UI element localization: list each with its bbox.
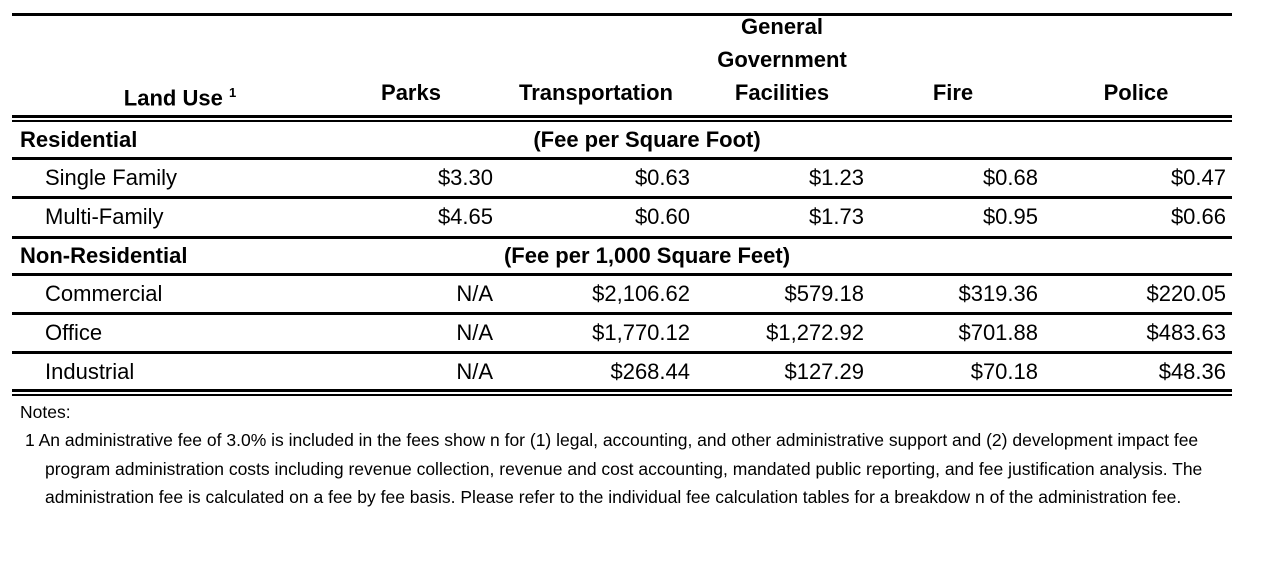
section-row <box>12 121 1232 159</box>
fee-cell: N/A <box>456 359 493 384</box>
fee-cell: $1.73 <box>808 204 864 229</box>
fee-cell: $70.18 <box>970 359 1038 384</box>
footnote-marker: 1 <box>228 85 237 100</box>
table-bottom-rule-2 <box>12 394 1232 396</box>
fee-cell: $701.88 <box>958 320 1038 345</box>
fee-cell: N/A <box>456 320 493 345</box>
section-label: Residential <box>20 127 138 152</box>
fee-cell: $483.63 <box>1146 320 1226 345</box>
fee-cell: $0.68 <box>982 165 1038 190</box>
fee-cell: $0.47 <box>1170 165 1226 190</box>
header-transportation: Transportation <box>518 80 673 105</box>
header-ggf-line-1: General <box>741 14 823 39</box>
header-police: Police <box>1103 80 1169 105</box>
row-label: Office <box>45 320 103 345</box>
fee-cell: $48.36 <box>1158 359 1226 384</box>
header-ggf-line-3: Facilities <box>734 80 830 105</box>
fee-cell: $579.18 <box>784 281 864 306</box>
table-top-rule <box>12 13 1232 16</box>
section-unit: (Fee per 1,000 Square Feet) <box>503 242 791 268</box>
fee-cell: $2,106.62 <box>592 281 690 306</box>
table-row <box>12 275 1232 313</box>
fee-cell: $127.29 <box>784 359 864 384</box>
section-row <box>12 237 1232 275</box>
row-label: Industrial <box>45 359 135 384</box>
table-row <box>12 353 1232 391</box>
notes-title: Notes: <box>20 402 71 422</box>
header-parks: Parks <box>381 80 441 105</box>
note-1: 1 An administrative fee of 3.0% is included in the fees show n for (1) legal, accounting, and other administrative support and (2) development impact fee program administration costs including revenue collection, revenue and cost accounting, mandated public reporting, and fee justification analysis. The administration fee is calculated on a fee by fee basis. Please refer to the individual fee calculation tables for a breakdow n of the administration fee. <box>25 430 1203 507</box>
fee-cell: $1,272.92 <box>766 320 864 345</box>
fee-cell: $0.95 <box>982 204 1038 229</box>
header-land-use-label: Land Use <box>123 85 223 111</box>
section-unit: (Fee per Square Foot) <box>533 127 761 152</box>
fee-cell: $1.23 <box>808 165 864 190</box>
row-label: Commercial <box>45 281 163 306</box>
header-double-rule <box>12 115 1232 118</box>
fee-cell: $0.66 <box>1170 204 1226 229</box>
fee-cell: $1,770.12 <box>592 320 690 345</box>
fee-cell: $319.36 <box>958 281 1038 306</box>
header-general-government-facilities <box>682 10 882 109</box>
table-row <box>12 198 1232 236</box>
fee-cell: $220.05 <box>1146 281 1226 306</box>
table-row <box>12 314 1232 352</box>
row-label: Multi-Family <box>45 204 164 229</box>
fee-cell: $4.65 <box>437 204 493 229</box>
header-land-use <box>100 76 260 114</box>
fee-cell: $3.30 <box>437 165 493 190</box>
table-row <box>12 159 1232 197</box>
header-fire: Fire <box>932 80 974 105</box>
header-ggf-line-2: Government <box>717 47 847 72</box>
table-bottom-rule <box>12 389 1232 392</box>
fee-cell: N/A <box>456 281 493 306</box>
fee-cell: $0.63 <box>634 165 690 190</box>
fee-cell: $0.60 <box>634 204 690 229</box>
fee-cell: $268.44 <box>610 359 690 384</box>
row-label: Single Family <box>45 165 178 190</box>
section-label: Non-Residential <box>20 242 188 268</box>
